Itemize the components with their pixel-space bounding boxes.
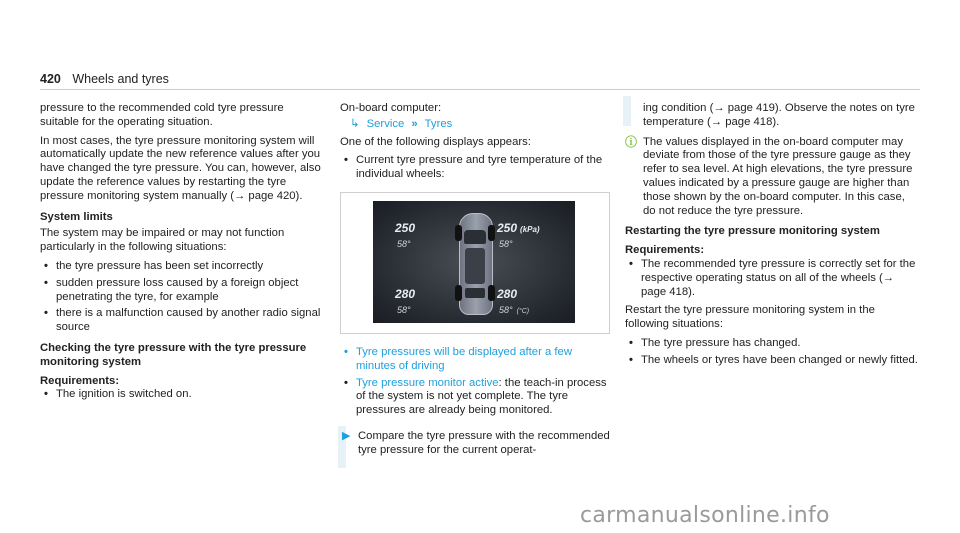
paragraph: In most cases, the tyre pressure monitoring system will automatically update the new reference values after you have changed the tyre pressure. You can, however, also update the reference values by restarting the tyre pressure monitoring system manually (→ page 420). — [40, 134, 321, 202]
wheel-rr-icon — [488, 285, 495, 301]
wheel-fr-icon — [488, 225, 495, 241]
tyre-pressure-screen — [373, 201, 575, 323]
note: ⓘ The values displayed in the on-board computer may deviate from those of the tyre pressure gauge as they refer to sea level. At high elevations, the tyre pressure values indicated by a pressure gauge are higher than those shown by the on-board computer. In this case, do not reduce the tyre pressure. — [625, 134, 913, 217]
action-step-continued: ing condition (→ page 419). Observe the notes on tyre temperature (→ page 418). — [625, 102, 920, 130]
paragraph: pressure to the recommended cold tyre pressure suitable for the operating situation. — [40, 102, 284, 128]
margin-marker — [623, 96, 631, 126]
play-arrow-icon: ▶ — [342, 429, 351, 442]
pressure-rear-right: 280 — [497, 286, 518, 301]
temp-rear-left: 58° — [397, 304, 411, 315]
display-list — [340, 154, 610, 182]
message-pressures-later: • Tyre pressures will be displayed after a few minutes of driving — [340, 346, 610, 374]
menu-arrow-icon: ↳ — [350, 117, 360, 130]
info-icon: ⓘ — [625, 134, 638, 149]
temp-front-right: 58° — [499, 238, 513, 249]
pressure-rear-left: 280 — [395, 286, 416, 301]
menu-path — [340, 118, 610, 132]
section-title: Wheels and tyres — [72, 72, 169, 86]
temp-rear-right: 58° (°C) — [499, 304, 530, 315]
list-item: • sudden pressure loss caused by a foreign object penetrating the tyre, for example — [40, 277, 325, 305]
list-item: • the tyre pressure has been set incorrectly — [40, 260, 325, 274]
paragraph: One of the following displays appears: — [340, 135, 531, 148]
action-step: ▶ Compare the tyre pressure with the recommended tyre pressure for the current operat- — [340, 430, 610, 458]
header-divider — [40, 89, 920, 90]
message-list — [340, 346, 610, 418]
list-item: • The wheels or tyres have been changed or newly fitted. — [625, 354, 920, 368]
requirements-list — [40, 388, 325, 402]
page-header — [40, 72, 169, 86]
double-chevron-icon: » — [411, 117, 418, 130]
heading-system-limits: System limits — [40, 210, 113, 223]
paragraph: Restart the tyre pressure monitoring system in the following situations: — [625, 304, 875, 331]
heading-restarting: Restarting the tyre pressure monitoring system — [625, 225, 880, 238]
message-monitor-active: • Tyre pressure monitor active: the teach-in process of the system is not yet complete. The tyre pressures are already being monitored. — [340, 377, 610, 418]
wheel-fl-icon — [455, 225, 462, 241]
page-number: 420 — [40, 72, 61, 86]
tyre-display-figure — [340, 192, 610, 334]
limits-list — [40, 260, 325, 335]
list-item: • The ignition is switched on. — [40, 388, 325, 402]
requirements-label: Requirements: — [40, 374, 120, 387]
restart-list — [625, 337, 920, 368]
pressure-front-right: 250 (kPa) — [497, 220, 540, 235]
watermark: carmanualsonline.info — [580, 503, 830, 528]
requirements-label: Requirements: — [625, 244, 705, 257]
column-middle — [340, 102, 610, 458]
wheel-rl-icon — [455, 285, 462, 301]
paragraph: The system may be impaired or may not function particularly in the following situations: — [40, 227, 285, 254]
computer-label: On-board computer: — [340, 102, 442, 114]
menu-item-service: Service — [366, 117, 405, 130]
temp-front-left: 58° — [397, 238, 411, 249]
list-item: • The recommended tyre pressure is correctly set for the respective operating status on all of the wheels (→ page 418). — [625, 258, 920, 299]
requirements-list — [625, 258, 920, 299]
menu-item-tyres: Tyres — [424, 117, 453, 130]
list-item: • The tyre pressure has changed. — [625, 337, 920, 351]
column-left — [40, 102, 325, 407]
temp-unit: (°C) — [516, 307, 530, 315]
list-item: • there is a malfunction caused by another radio signal source — [40, 307, 325, 335]
list-item: • Current tyre pressure and tyre temperature of the individual wheels: — [340, 154, 610, 182]
heading-checking-pressure: Checking the tyre pressure with the tyre pressure monitoring system — [40, 341, 307, 368]
pressure-front-left: 250 — [395, 220, 416, 235]
column-right — [625, 102, 920, 373]
pressure-unit: (kPa) — [520, 224, 540, 234]
